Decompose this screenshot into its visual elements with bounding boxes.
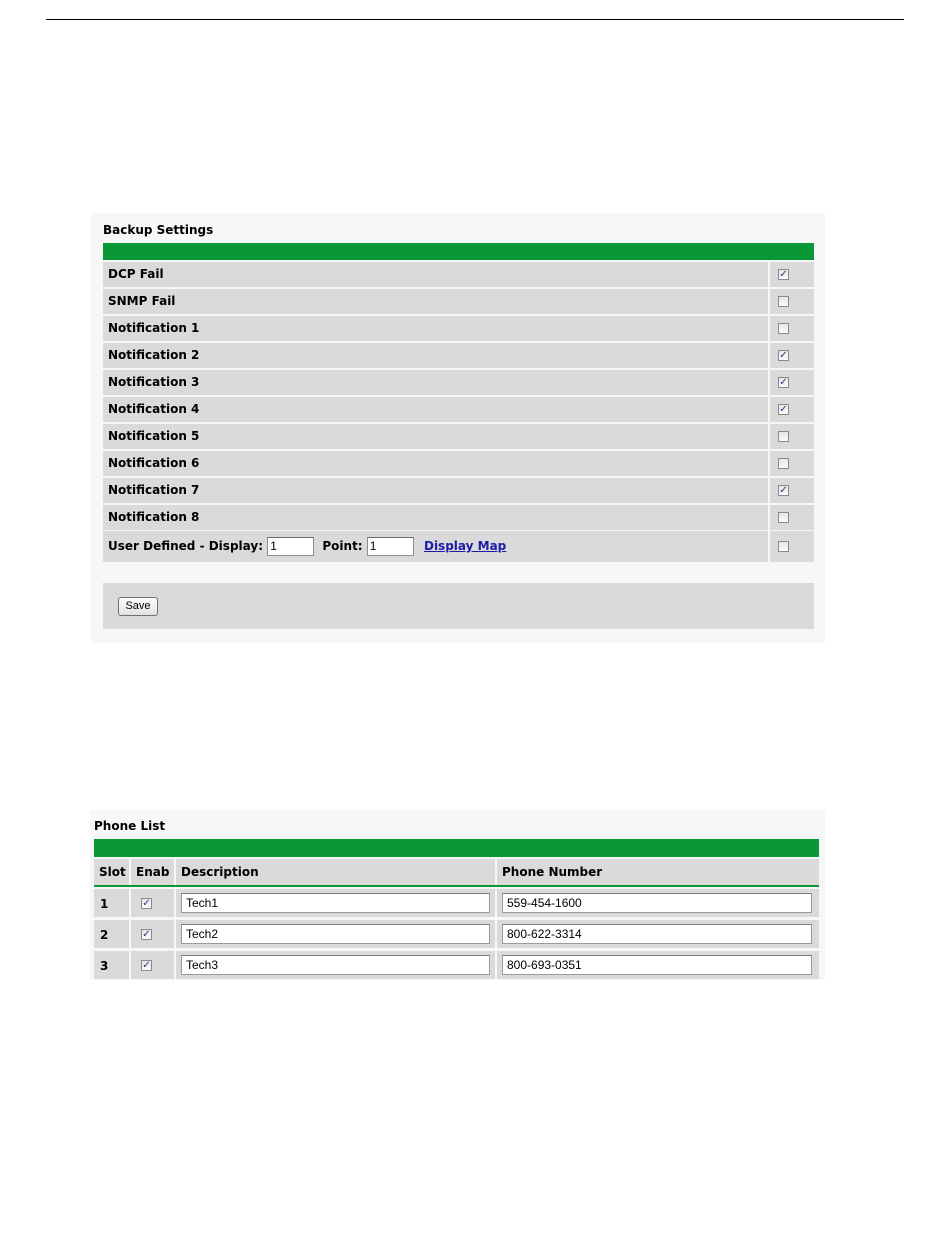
- backup-setting-label: Notification 8: [103, 505, 768, 530]
- backup-setting-label: Notification 2: [103, 343, 768, 368]
- backup-setting-label: Notification 5: [103, 424, 768, 449]
- header-divider: [94, 885, 819, 887]
- backup-setting-label: DCP Fail: [103, 262, 768, 287]
- backup-setting-checkbox[interactable]: ✓: [779, 404, 788, 415]
- backup-setting-checkbox[interactable]: ✓: [779, 485, 788, 496]
- backup-setting-row: [103, 505, 814, 530]
- slot-number: 3: [100, 959, 109, 973]
- enable-checkbox[interactable]: ✓: [142, 898, 151, 909]
- description-input[interactable]: Tech2: [181, 924, 490, 944]
- phone-list-panel: [90, 810, 825, 980]
- backup-settings-panel: [90, 213, 825, 643]
- backup-setting-checkbox[interactable]: [778, 296, 789, 307]
- column-header-description: Description: [176, 859, 495, 885]
- top-divider: [46, 19, 904, 20]
- backup-setting-row: [103, 451, 814, 476]
- backup-setting-checkbox[interactable]: ✓: [779, 269, 788, 280]
- backup-setting-checkbox[interactable]: ✓: [779, 350, 788, 361]
- backup-setting-row: [103, 478, 814, 503]
- backup-setting-row: [103, 397, 814, 422]
- backup-setting-checkbox[interactable]: [778, 431, 789, 442]
- backup-setting-label: Notification 1: [103, 316, 768, 341]
- backup-setting-label: Notification 6: [103, 451, 768, 476]
- slot-number: 1: [100, 897, 109, 911]
- column-header-enab: Enab: [131, 859, 174, 885]
- phone-list-title: Phone List: [94, 819, 166, 833]
- save-button[interactable]: Save: [118, 597, 158, 616]
- column-header-slot: Slot: [94, 859, 129, 885]
- backup-setting-label: SNMP Fail: [103, 289, 768, 314]
- backup-setting-row: [103, 424, 814, 449]
- backup-setting-checkbox[interactable]: ✓: [779, 377, 788, 388]
- backup-setting-checkbox[interactable]: [778, 458, 789, 469]
- slot-number: 2: [100, 928, 109, 942]
- description-input[interactable]: Tech1: [181, 893, 490, 913]
- phone-list-header-bar: [94, 839, 819, 857]
- backup-setting-row: [103, 316, 814, 341]
- enable-checkbox[interactable]: ✓: [142, 960, 151, 971]
- user-defined-checkbox[interactable]: [778, 541, 789, 552]
- user-defined-row: [103, 531, 814, 562]
- backup-setting-label: Notification 4: [103, 397, 768, 422]
- description-input[interactable]: Tech3: [181, 955, 490, 975]
- point-input[interactable]: 1: [367, 537, 414, 556]
- enable-checkbox[interactable]: ✓: [142, 929, 151, 940]
- backup-setting-label: Notification 3: [103, 370, 768, 395]
- phone-number-input[interactable]: 559-454-1600: [502, 893, 812, 913]
- phone-number-input[interactable]: 800-693-0351: [502, 955, 812, 975]
- backup-setting-checkbox[interactable]: [778, 512, 789, 523]
- save-area: [103, 583, 814, 629]
- backup-setting-row: [103, 370, 814, 395]
- backup-setting-row: [103, 289, 814, 314]
- display-map-link[interactable]: Display Map: [423, 539, 507, 553]
- backup-settings-header-bar: [103, 243, 814, 260]
- backup-settings-title: Backup Settings: [103, 223, 214, 237]
- point-label: Point:: [322, 539, 363, 553]
- phone-number-input[interactable]: 800-622-3314: [502, 924, 812, 944]
- backup-setting-label: Notification 7: [103, 478, 768, 503]
- user-defined-label: User Defined - Display:: [108, 539, 263, 553]
- display-input[interactable]: 1: [267, 537, 314, 556]
- backup-setting-row: [103, 262, 814, 287]
- backup-setting-checkbox[interactable]: [778, 323, 789, 334]
- backup-setting-row: [103, 343, 814, 368]
- column-header-phone-number: Phone Number: [497, 859, 819, 885]
